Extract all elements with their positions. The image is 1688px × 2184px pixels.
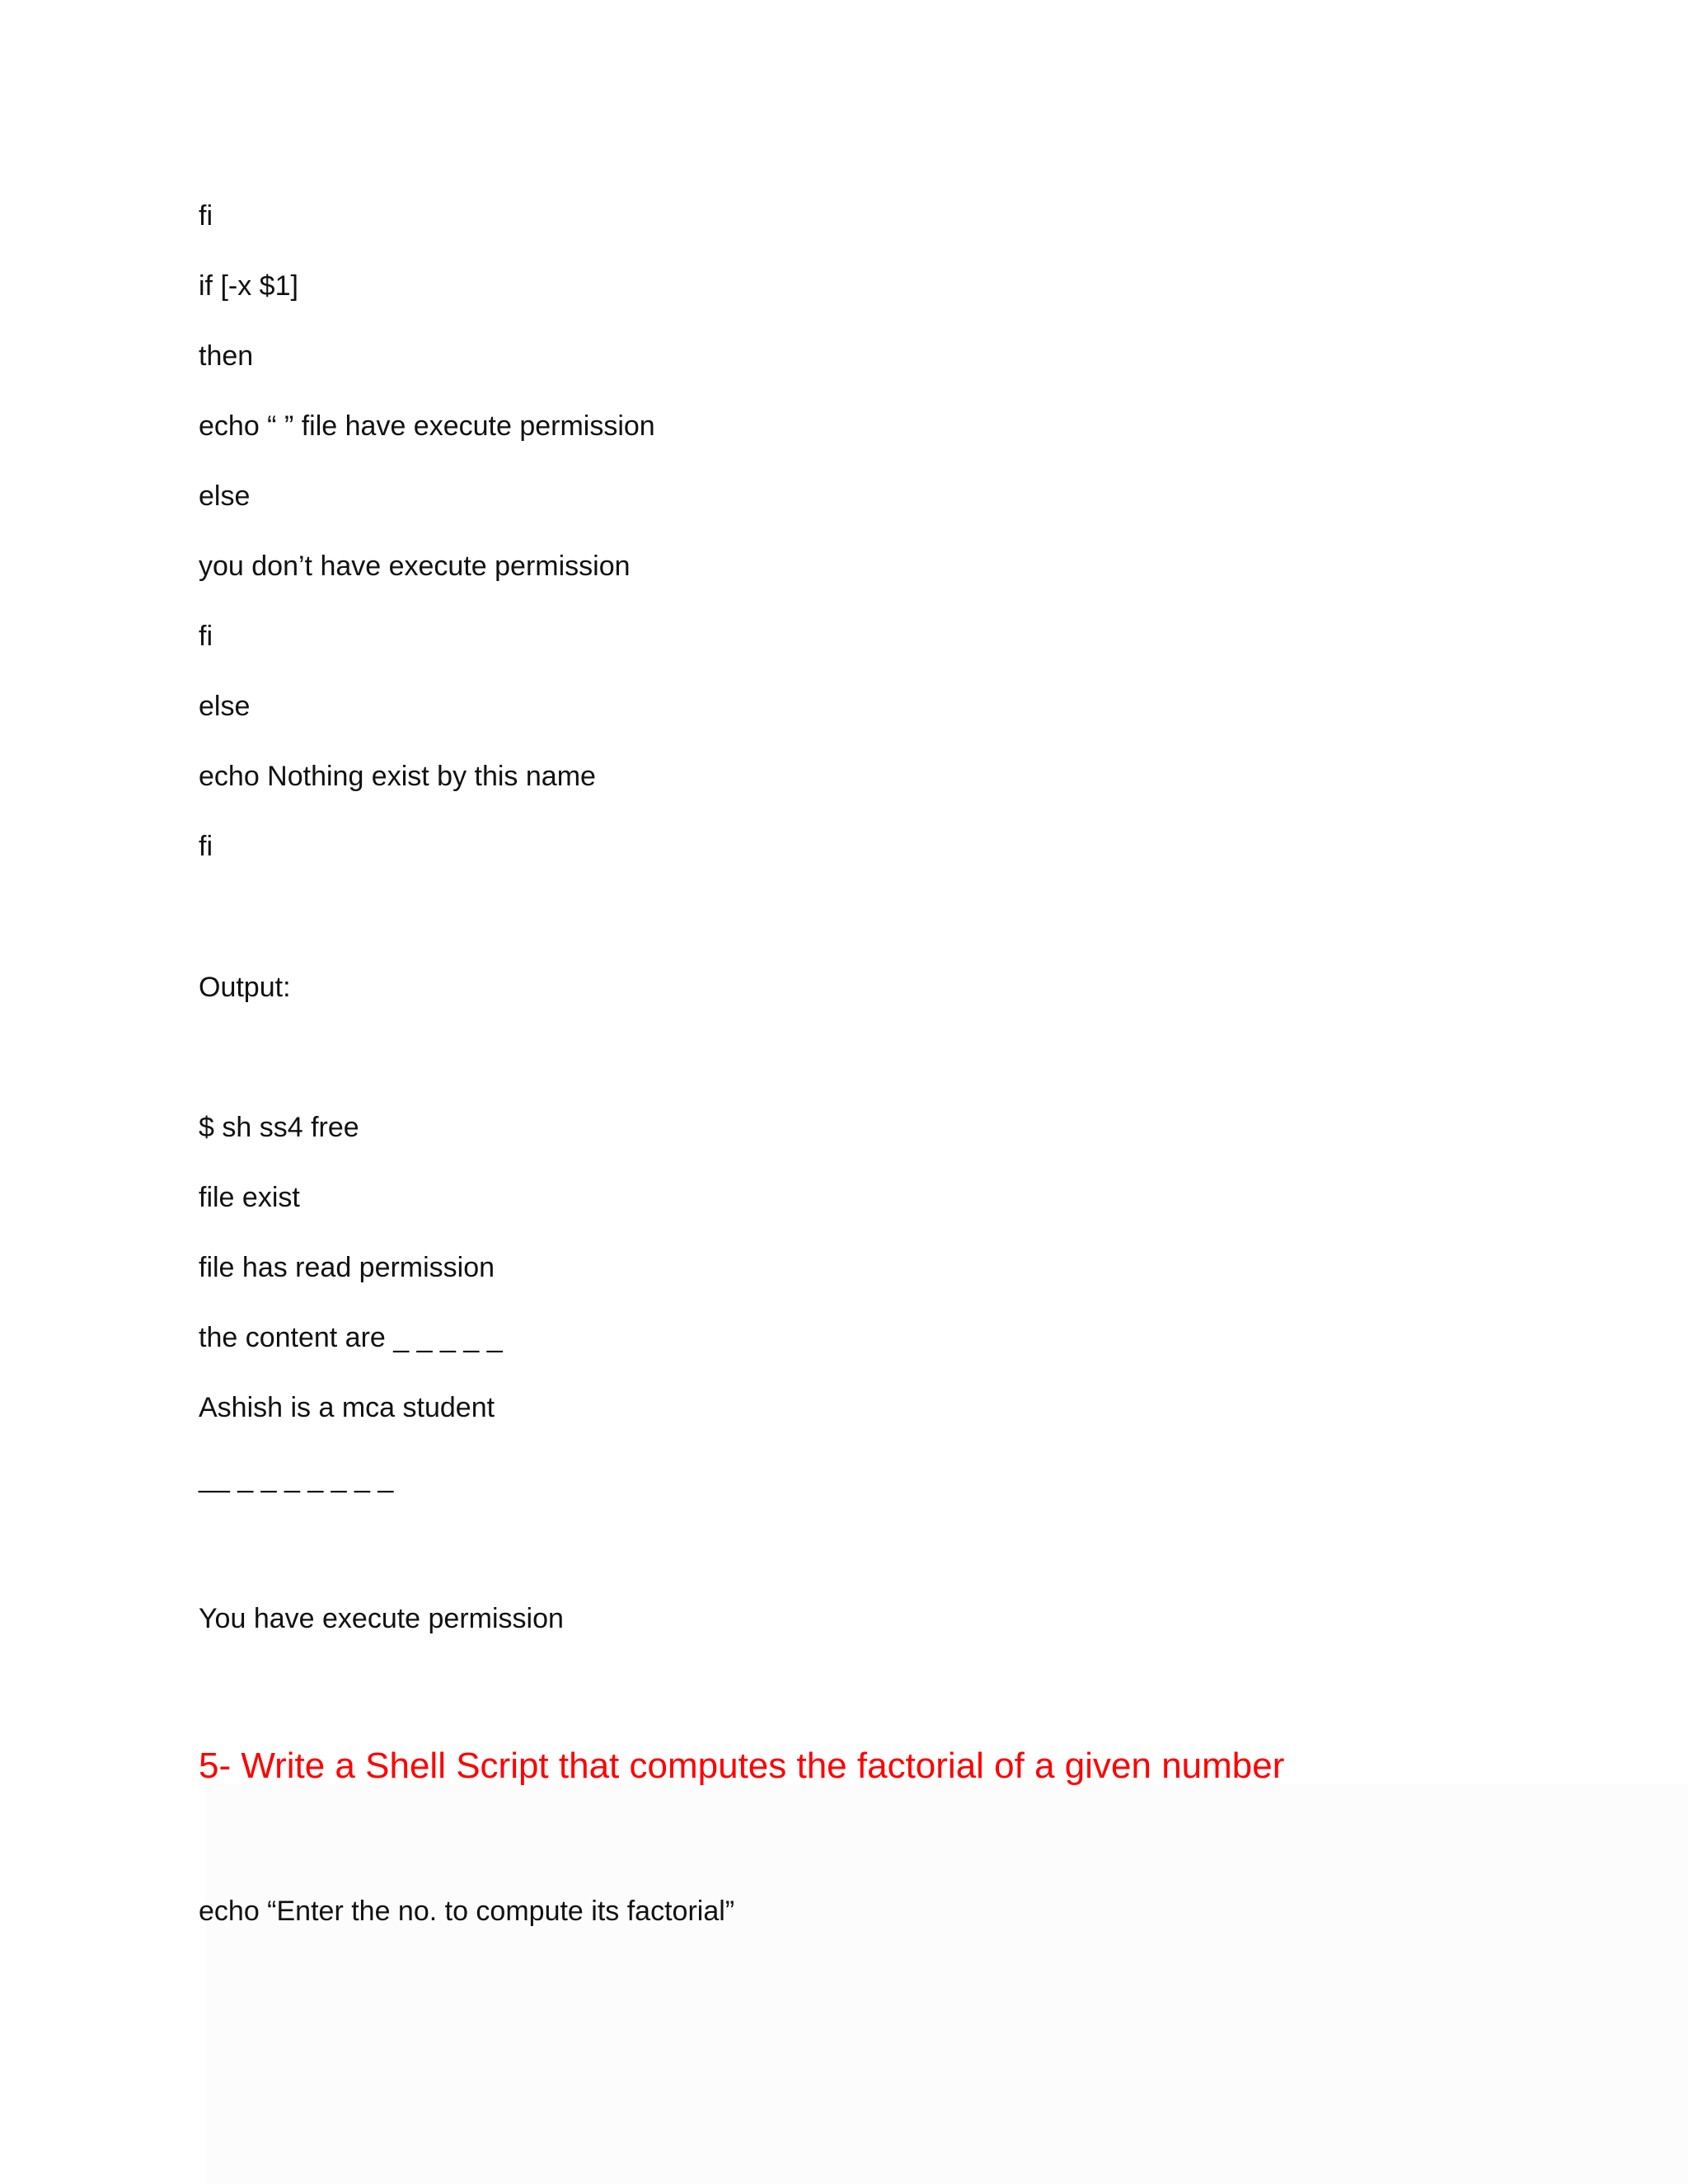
output-line: file has read permission — [199, 1252, 495, 1283]
code-line: else — [199, 480, 251, 512]
section-heading: 5- Write a Shell Script that computes the factorial of a given number — [199, 1746, 1285, 1786]
page-shade — [206, 1784, 1688, 2184]
code-line: fi — [199, 831, 213, 862]
output-line: file exist — [199, 1182, 300, 1213]
output-label: Output: — [199, 972, 291, 1003]
code-line: echo “ ” file have execute permission — [199, 410, 655, 442]
output-line: __ _ _ _ _ _ _ _ — [199, 1462, 394, 1493]
code-line: you don’t have execute permission — [199, 551, 631, 582]
output-line: the content are _ _ _ _ _ — [199, 1322, 503, 1353]
output-line: You have execute permission — [199, 1603, 564, 1634]
code-line: echo “Enter the no. to compute its factorial” — [199, 1896, 735, 1927]
code-line: fi — [199, 200, 213, 232]
output-line: $ sh ss4 free — [199, 1112, 359, 1143]
code-line: if [-x $1] — [199, 270, 298, 302]
output-line: Ashish is a mca student — [199, 1392, 495, 1423]
code-line: echo Nothing exist by this name — [199, 761, 596, 792]
code-line: fi — [199, 621, 213, 652]
code-line: else — [199, 691, 251, 722]
code-line: then — [199, 340, 254, 372]
